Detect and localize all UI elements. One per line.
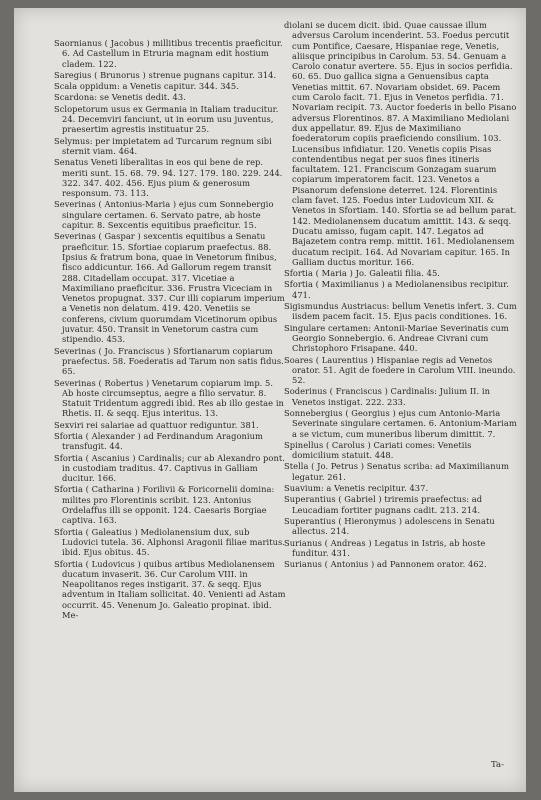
index-entry: Sfortia ( Catharina ) Forilivii & Foricornelii domina: milites pro Florentinis scribit. 123. Antonius Ordelaffus illi se opponit. 124. Caesaris Borgiae captiva. 163.: [54, 484, 275, 526]
right-column: [284, 20, 520, 570]
index-entry: Surianus ( Andreas ) Legatus in Istris, ab hoste funditur. 431.: [284, 537, 486, 558]
index-entry: Senatus Veneti liberalitas in eos qui bene de rep. meriti sunt. 15. 68. 79. 94. 127. 179. 180. 229. 244. 322. 347. 402. 456. Ejus pium & generosum responsum. 73. 113.: [54, 157, 283, 199]
index-entry: Severinas ( Antonius-Maria ) ejus cum Sonnebergio singulare certamen. 6. Servato patre, ab hoste capitur. 8. Sexcentis equitibus praeficitur. 15.: [54, 199, 274, 231]
index-entry: Severinas ( Gaspar ) sexcentis equitibus a Senatu praeficitur. 15. Sfortiae copiarum praefectus. 88. Ipsius & fratrum bona, quae in Venetorum finibus, fisco addicuntur. 166. Ad Gallorum regem transit 288. Citadellam occupat. 317. Vicetiae a Maximiliano praeficitur. 336. Frustra Viceciam in Venetos propugnat. 337. Cur illi copiarum imperium a Venetis non delatum. 419. 420. Venetiis se conferens, civium quorumdam Vicetinorum opibus juvatur. 450. Transit in Venetorum castra cum stipendio. 453.: [54, 231, 285, 345]
index-entry: Severinas ( Robertus ) Venetarum copiarum imp. 5. Ab hoste circumseptus, aegre a filio servatur. 8. Statuit Tridentum aggredi ibid. Res ab illo gestae in Rhetis. II. & seqq. Ejus interitus. 13.: [54, 377, 284, 419]
index-entry: Severinas ( Jo. Franciscus ) Sfortianarum copiarum praefectus. 58. Foederatis ad Tarum non satis fidus. 65.: [54, 345, 284, 377]
index-entry: Surianus ( Antonius ) ad Pannonem orator. 462.: [284, 559, 487, 570]
catchword: Ta-: [491, 760, 504, 770]
index-entry: Superantius ( Hieronymus ) adolescens in Senatu allectus. 214.: [284, 515, 495, 537]
index-entry: Superantius ( Gabriel ) triremis praefectus: ad Leucadiam fortiter pugnans cadit. 213. 214.: [284, 494, 483, 515]
index-entry: diolani se ducem dicit. ibid. Quae caussae illum adversus Carolum incenderint. 53. Foedus percutit cum Pontifice, Caesare, Hispaniae rege, Venetis, aliisque principibus in Carolum. 53. 54. Genuam a Carolo conatur avertere. 55. Ejus in socios perfidia. 60. 65. Duo gallica signa a Genuensibus capta Venetias mittit. 67. Novariam obsidet. 69. Pacem cum Carolo facit. 71. Ejus in Venetos perfidia. 71. Novariam recipit. 73. Auctor foederis in bello Pisano adversus Florentinos. 87. A Maximiliano Mediolani dux appellatur. 89. Ejus de Maximiliano foederatorum copiis praeficiendo consilium. 103. Lucensibus infidiatur. 120. Venetis copiis Pisas contendentibus negat per suos fines itineris facultatem. 121. Franciscum Gonzagam suarum copiarum imperatorem facit. 123. Venetos a Pisanorum defensione deterret. 124. Florentinis clam favet. 125. Foedus inter Ludovicum XII. & Venetos in Sfortiam. 140. Sfortia se ad bellum parat. 142. Mediolanensem ducatum amittit. 143. & seqq. Ducatu amisso, fugam capit. 147. Legatos ad Bajazetem contra remp. mittit. 161. Mediolanensem ducatum recipit. 164. Ad Novariam capitur. 165. In Galliam ductus moritur. 166.: [284, 20, 517, 267]
index-entry: Saornianus ( Jacobus ) millitibus trecentis praeficitur. 6. Ad Castellum in Etruria magnam edit hostium cladem. 122.: [54, 38, 283, 69]
left-column: [54, 38, 286, 621]
index-entry: Scala oppidum: a Venetis capitur. 344. 345.: [54, 81, 239, 92]
index-entry: Singulare certamen: Antonii-Mariae Severinatis cum Georgio Sonnebergio. 6. Andreae Civrani cum Christophoro Frisapane. 440.: [284, 322, 509, 354]
index-page: [14, 8, 526, 792]
index-entry: Stella ( Jo. Petrus ) Senatus scriba: ad Maximilianum legatur. 261.: [284, 461, 509, 482]
index-entry: Sfortia ( Alexander ) ad Ferdinandum Aragonium transfugit. 44.: [54, 430, 263, 452]
index-entry: Selymus: per impietatem ad Turcarum regnum sibi sternit viam. 464.: [54, 135, 272, 156]
index-entry: Soderinus ( Franciscus ) Cardinalis: Julium II. in Venetos instigat. 222. 233.: [284, 386, 490, 407]
index-entry: Soares ( Laurentius ) Hispaniae regis ad Venetos orator. 51. Agit de foedere in Carolum VIII. ineundo. 52.: [284, 354, 516, 386]
index-entry: Spinellus ( Carolus ) Cariati comes: Venetiis domicilium statuit. 448.: [284, 439, 472, 461]
index-entry: Sfortia ( Maximilianus ) a Mediolanensibus recipitur. 471.: [284, 279, 509, 300]
index-entry: Sfortia ( Ludovicus ) quibus artibus Mediolanensem ducatum invaserit. 36. Cur Carolum VIII. in Neapolitanos reges instigarit. 37. & seqq. Ejus adventum in Italiam sollicitat. 40. Venienti ad Astam occurrit. 45. Venenum Jo. Galeatio propinat. ibid. Me-: [54, 558, 286, 621]
index-entry: Saregius ( Brunorus ) strenue pugnans capitur. 314.: [54, 69, 277, 80]
index-entry: Suavium: a Venetis recipitur. 437.: [284, 483, 429, 494]
index-entry: Sonnebergius ( Georgius ) ejus cum Antonio-Maria Severinate singulare certamen. 6. Antonium-Mariam a se victum, cum muneribus liberum dimittit. 7.: [284, 407, 517, 439]
index-entry: Sclopetorum usus ex Germania in Italiam traducitur. 24. Decemviri fanciunt, ut in eorum usu juventus, praesertim agrestis instituatur 25.: [54, 103, 279, 135]
index-entry: Sfortia ( Maria ) Jo. Galeatii filia. 45.: [284, 268, 440, 279]
index-entry: Sigismundus Austriacus: bellum Venetis infert. 3. Cum iisdem pacem facit. 15. Ejus pacis conditiones. 16.: [284, 301, 517, 322]
index-entry: Sfortia ( Galeatius ) Mediolanensium dux, sub Ludovici tutela. 36. Alphonsi Aragonii filiae maritus. ibid. Ejus obitus. 45.: [54, 526, 285, 558]
index-entry: Sfortia ( Ascanius ) Cardinalis; cur ab Alexandro pont. in custodiam traditus. 47. Captivus in Galliam ducitur. 166.: [54, 452, 285, 484]
index-entry: Sexviri rei salariae ad quattuor rediguntur. 381.: [54, 419, 259, 430]
index-entry: Scardona: se Venetis dedit. 43.: [54, 92, 186, 103]
